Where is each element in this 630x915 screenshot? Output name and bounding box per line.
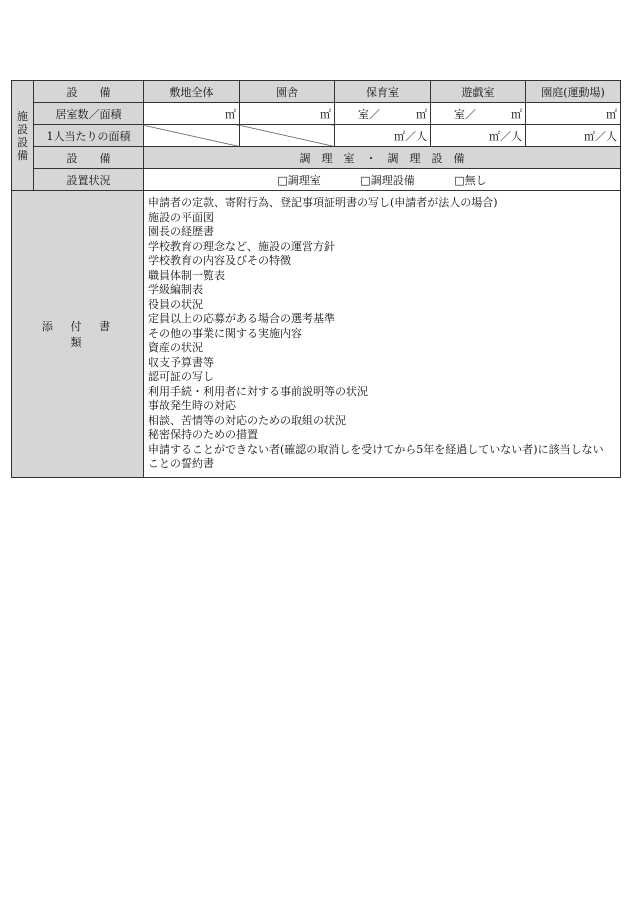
list-item: 秘密保持のための措置 [148,428,258,441]
attachments-list [144,191,621,478]
facility-section-label: 施 設 設 備 [12,81,34,191]
installation-status-label: 設置状況 [34,169,144,191]
col-play-room: 遊戯室 [431,81,526,103]
equipment-label: 設 備 [34,147,144,169]
kitchen-heading: 調 理 室 ・ 調 理 設 備 [144,147,621,169]
list-item: 定員以上の応募がある場合の選考基準 [148,312,335,325]
col-nursery-room: 保育室 [335,81,431,103]
list-item: 資産の状況 [148,341,203,354]
checkbox-none[interactable]: □無し [454,173,487,187]
play-room-per-person-cell[interactable]: ㎡／人 [431,125,526,147]
list-item: 収支予算書等 [148,355,214,369]
list-item: 施設の平面図 [148,210,214,224]
col-building: 園舎 [240,81,335,103]
building-per-person-crossed [240,125,335,147]
playground-area-cell[interactable]: ㎡ [526,103,621,125]
col-playground: 園庭(運動場) [526,81,621,103]
playground-per-person-cell[interactable]: ㎡／人 [526,125,621,147]
list-item: 学級編制表 [148,283,203,296]
attachments-label: 添付書類 [12,191,144,478]
list-item: 申請することができない者(確認の取消しを受けてから5年を経過していない者)に該当しないことの誓約書 [148,442,604,470]
site-per-person-crossed [144,125,240,147]
rooms-area-label: 居室数／面積 [34,103,144,125]
list-item: 利用手続・利用者に対する事前説明等の状況 [148,384,368,398]
installation-status-options [144,169,621,191]
col-site: 敷地全体 [144,81,240,103]
list-item: 役員の状況 [148,297,203,311]
list-item: その他の事業に関する実施内容 [148,326,302,340]
facility-form-table [11,80,621,478]
list-item: 事故発生時の対応 [148,399,236,412]
play-room-area-cell[interactable]: 室／ ㎡ [431,103,526,125]
per-person-area-label: 1人当たりの面積 [34,125,144,147]
list-item: 申請者の定款、寄附行為、登記事項証明書の写し(申請者が法人の場合) [148,196,498,209]
list-item: 職員体制一覧表 [148,268,225,282]
list-item: 学校教育の理念など、施設の運営方針 [148,239,335,253]
nursery-room-area-cell[interactable]: 室／ ㎡ [335,103,431,125]
checkbox-kitchen-equipment[interactable]: □調理設備 [360,173,415,187]
list-item: 学校教育の内容及びその特徴 [148,254,291,267]
nursery-per-person-cell[interactable]: ㎡／人 [335,125,431,147]
list-item: 園長の経歴書 [148,225,214,238]
site-area-cell[interactable]: ㎡ [144,103,240,125]
list-item: 相談、苦情等の対応のための取組の状況 [148,413,346,427]
list-item: 認可証の写し [148,370,214,383]
checkbox-kitchen[interactable]: □調理室 [277,173,321,187]
building-area-cell[interactable]: ㎡ [240,103,335,125]
equipment-header-label: 設 備 [34,81,144,103]
